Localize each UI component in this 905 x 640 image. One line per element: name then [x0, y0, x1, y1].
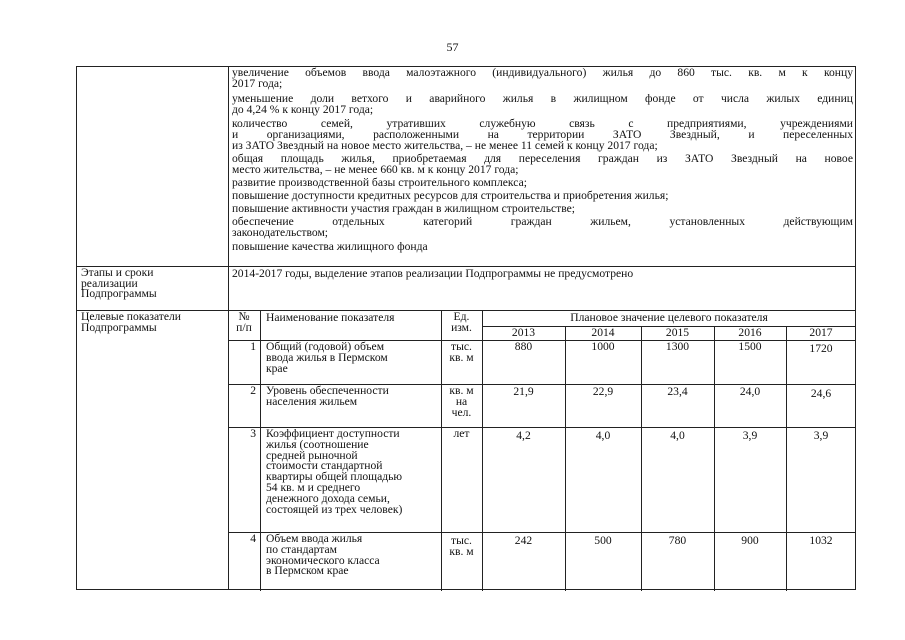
row-value: 4,2	[516, 429, 531, 442]
row-num: 3	[250, 427, 256, 440]
results-line: увеличение объемов ввода малоэтажного (индивидуального) жилья до 860 тыс. кв. м к концу	[232, 66, 853, 79]
row-value: 3,9	[742, 429, 758, 442]
row-value: 500	[594, 534, 612, 547]
row-value: 4,0	[670, 429, 685, 442]
label-line: реализации	[81, 276, 138, 290]
header-num-line: №	[238, 310, 250, 323]
row-unit-line: кв. м	[449, 544, 474, 558]
header-year: 2013	[511, 326, 536, 339]
row-name-line: 54 кв. м и среднего	[266, 480, 361, 494]
row-unit	[441, 536, 482, 558]
header-year: 2017	[809, 326, 833, 339]
row-value: 1000	[591, 340, 615, 353]
results-line: место жительства, – не менее 660 кв. м к концу 2017 года;	[232, 163, 519, 176]
row-value: 23,4	[667, 385, 688, 398]
row-name-line: средней рыночной	[266, 448, 358, 462]
grid-line	[565, 326, 566, 591]
row-value: 1032	[809, 534, 833, 547]
grid-line	[641, 326, 642, 591]
header-num	[228, 312, 260, 334]
results-line: и организациями, расположенными на территории ЗАТО Звездный, и переселенных	[232, 128, 853, 141]
results-line: повышение активности участия граждан в жилищном строительстве;	[232, 202, 575, 215]
row-unit	[441, 386, 482, 418]
row-name	[266, 429, 402, 515]
header-year: 2014	[591, 326, 615, 339]
row-unit-line: на	[455, 394, 468, 408]
row-unit-line: тыс.	[451, 534, 472, 547]
results-line: 2017 года;	[232, 77, 283, 90]
row-unit	[441, 429, 482, 440]
label-line: Этапы и сроки	[81, 266, 154, 279]
header-year: 2016	[738, 326, 762, 339]
row-value: 3,9	[813, 429, 829, 442]
results-line: законодательством;	[232, 226, 329, 239]
row-value: 780	[668, 534, 687, 547]
header-num-line: п/п	[236, 320, 252, 334]
results-line: количество семей, утративших служебную связь с предприятиями, учреждениями	[232, 117, 853, 130]
row-unit-line: кв. м	[449, 350, 474, 364]
header-name: Наименование показателя	[266, 311, 395, 324]
row-value: 1500	[738, 340, 762, 353]
row-value: 880	[514, 340, 533, 353]
row-name	[266, 534, 380, 577]
label-line: Подпрограммы	[81, 320, 157, 334]
header-unit	[441, 312, 482, 334]
row-name	[266, 386, 389, 408]
results-line: общая площадь жилья, приобретаемая для переселения граждан из ЗАТО Звездный на новое	[232, 152, 853, 165]
stages-label	[81, 268, 157, 300]
row-name-line: Общий (годовой) объем	[266, 340, 385, 353]
row-unit-line: чел.	[451, 405, 472, 419]
results-line: повышение доступности кредитных ресурсов для строительства и приобретения жилья;	[232, 189, 669, 202]
row-name-line: крае	[266, 361, 288, 375]
row-name-line: по стандартам	[266, 542, 337, 556]
label-line: Целевые показатели	[81, 310, 181, 323]
row-name-line: денежного дохода семьи,	[266, 491, 390, 505]
results-line: уменьшение доли ветхого и аварийного жилья в жилищном фонде от числа жилых единиц	[232, 92, 853, 105]
row-value: 21,9	[513, 385, 534, 398]
row-value: 1300	[665, 340, 690, 353]
row-num: 4	[250, 532, 256, 545]
page-number: 57	[446, 40, 459, 54]
row-value: 22,9	[592, 385, 614, 398]
stages-value: 2014-2017 годы, выделение этапов реализации Подпрограммы не предусмотрено	[232, 267, 634, 280]
row-unit-line: тыс.	[451, 340, 472, 353]
row-unit-line: кв. м	[449, 384, 474, 397]
row-name-line: Коэффициент доступности	[266, 427, 400, 440]
header-unit-line: Ед.	[453, 310, 470, 323]
passport-table	[76, 66, 856, 590]
header-year: 2015	[665, 326, 690, 339]
row-value: 24,6	[810, 387, 832, 400]
row-num: 2	[250, 384, 256, 397]
row-name-line: стоимости стандартной	[266, 459, 383, 473]
row-name-line: Уровень обеспеченности	[266, 384, 389, 397]
targets-label	[81, 312, 181, 333]
grid-line	[714, 326, 715, 591]
grid-line	[786, 326, 787, 591]
row-unit	[441, 342, 482, 364]
label-line: Подпрограммы	[81, 287, 157, 301]
header-planned: Плановое значение целевого показателя	[570, 311, 768, 324]
row-value: 1720	[809, 342, 833, 355]
indicators-table	[228, 310, 856, 591]
row-name-line: населения жильем	[266, 394, 358, 408]
row-value: 4,0	[595, 429, 611, 442]
row-name-line: Объем ввода жилья	[266, 532, 363, 545]
row-name	[266, 342, 388, 374]
row-name-line: ввода жилья в Пермском	[266, 350, 388, 364]
row-name-line: в Пермском крае	[266, 564, 349, 578]
row-name-line: состоящей из трех человек)	[266, 502, 403, 516]
results-line: до 4,24 % к концу 2017 года;	[232, 103, 374, 116]
grid-line	[260, 310, 261, 591]
results-line: развитие производственной базы строительного комплекса;	[232, 176, 527, 189]
results-line: из ЗАТО Звездный на новое место жительства, – не менее 11 семей к концу 2017 года;	[232, 139, 658, 152]
row-value: 242	[514, 534, 533, 547]
row-value: 24,0	[739, 385, 761, 398]
header-unit-line: изм.	[451, 320, 472, 334]
row-unit-line: лет	[453, 427, 470, 440]
row-value: 900	[741, 534, 759, 547]
results-line: обеспечение отдельных категорий граждан жильем, установленных действующим	[232, 215, 853, 228]
row-name-line: экономического класса	[266, 553, 380, 567]
results-line: повышение качества жилищного фонда	[232, 240, 428, 253]
row-name-line: жилья (соотношение	[266, 437, 369, 451]
row-name-line: квартиры общей площадью	[266, 470, 403, 484]
row-num: 1	[250, 340, 256, 353]
